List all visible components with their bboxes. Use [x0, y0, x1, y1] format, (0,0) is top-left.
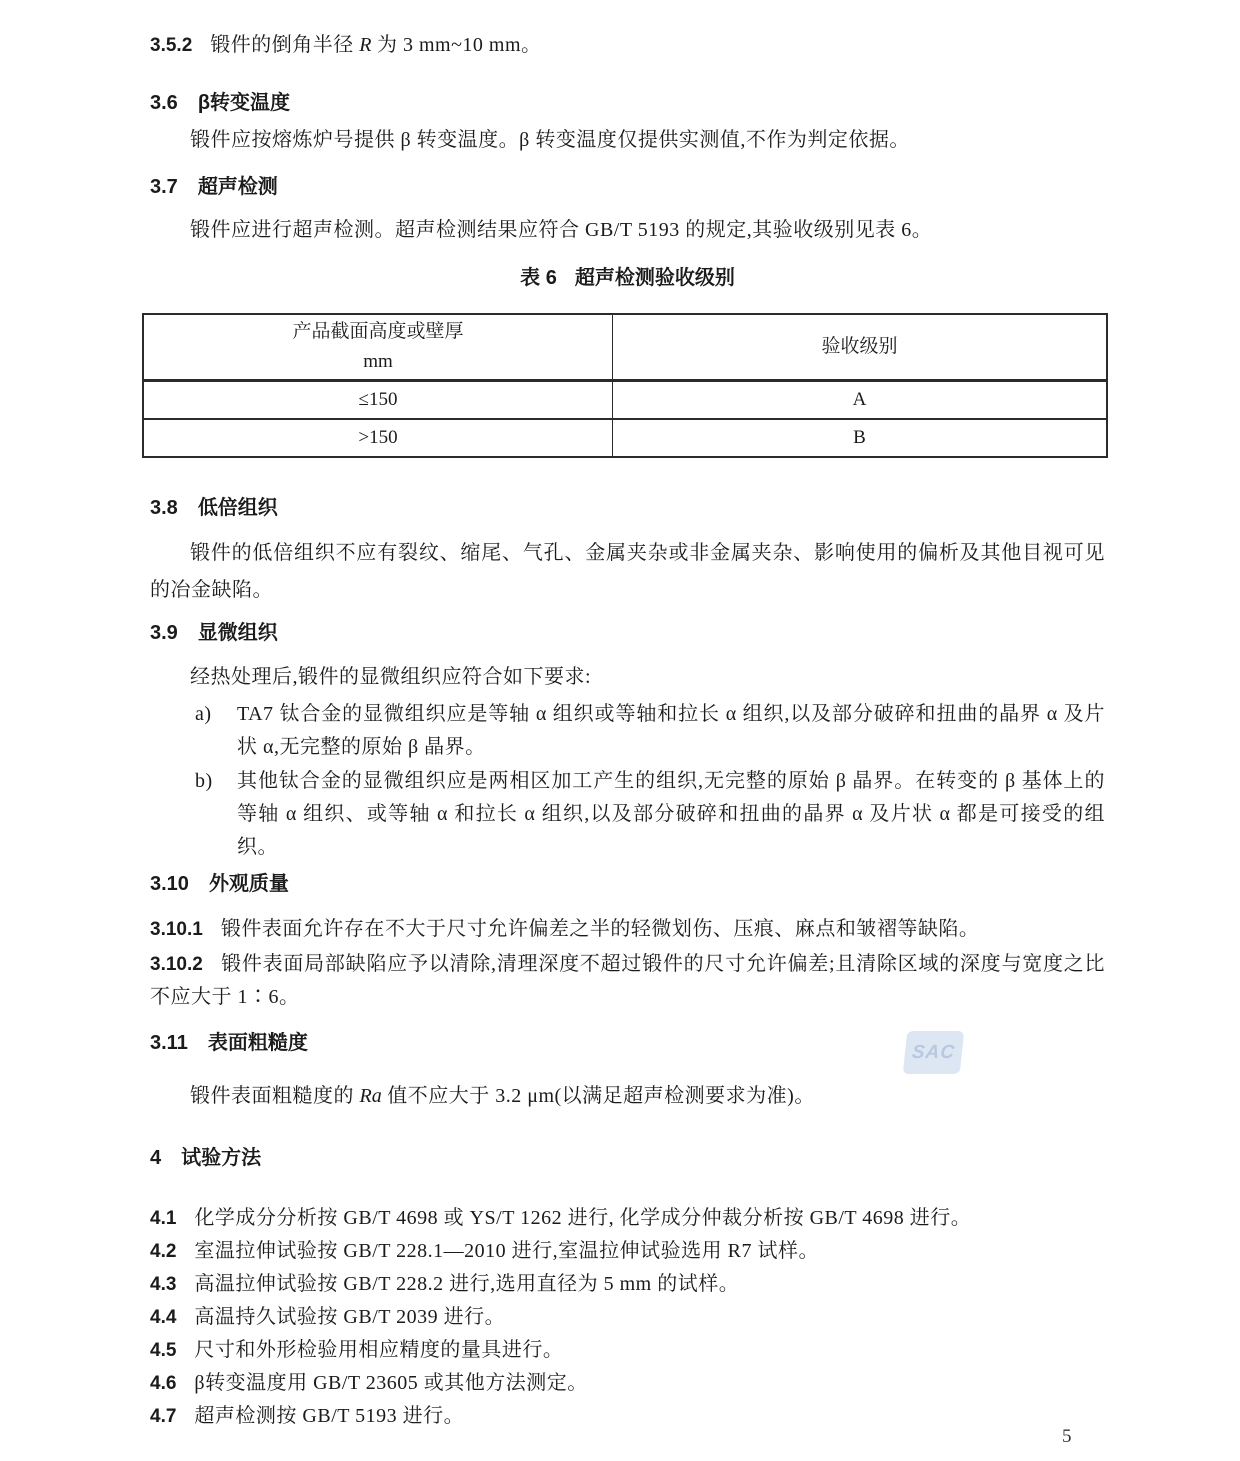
clause-text: 锻件表面允许存在不大于尺寸允许偏差之半的轻微划伤、压痕、麻点和皱褶等缺陷。 [220, 918, 980, 940]
column-header-acceptance-grade: 验收级别 [613, 314, 1108, 381]
clause-text: 超声检测按 GB/T 5193 进行。 [194, 1405, 465, 1427]
clause-number: 4.7 [150, 1406, 177, 1427]
table-6-caption [150, 264, 1105, 292]
variable-Ra: Ra [359, 1085, 382, 1107]
paragraph-3-8: 锻件的低倍组织不应有裂纹、缩尾、气孔、金属夹杂或非金属夹杂、影响使用的偏析及其他目视可见的冶金缺陷。 [150, 542, 1105, 601]
table-row [143, 419, 1107, 457]
clause-3-10-1 [150, 913, 1105, 946]
clause-4-2 [150, 1235, 1105, 1268]
column-header-unit: mm [363, 351, 393, 372]
paragraph-3-7: 锻件应进行超声检测。超声检测结果应符合 GB/T 5193 的规定,其验收级别见表 6。 [190, 219, 933, 241]
clause-number: 4.2 [150, 1241, 177, 1262]
list-item-b [150, 765, 1105, 864]
clause-number: 4.1 [150, 1208, 177, 1229]
column-header-section-height [143, 314, 613, 381]
clause-text: β转变温度用 GB/T 23605 或其他方法测定。 [194, 1372, 588, 1394]
heading-title: β转变温度 [197, 92, 291, 114]
variable-R: R [359, 34, 372, 56]
clause-text: 值不应大于 3.2 μm(以满足超声检测要求为准)。 [381, 1085, 815, 1107]
cell-grade: A [613, 381, 1108, 420]
cell-grade: B [613, 419, 1108, 457]
clause-number: 4.6 [150, 1373, 177, 1394]
column-header-text: 产品截面高度或壁厚 [292, 321, 464, 342]
clause-number: 3.10.2 [150, 954, 203, 975]
paragraph-3-6: 锻件应按熔炼炉号提供 β 转变温度。β 转变温度仅提供实测值,不作为判定依据。 [190, 129, 910, 151]
list-item-a [150, 698, 1105, 764]
heading-title: 试验方法 [181, 1147, 262, 1169]
heading-number: 3.7 [150, 176, 178, 198]
clause-4-6 [150, 1367, 1105, 1400]
clause-text: 尺寸和外形检验用相应精度的量具进行。 [194, 1339, 564, 1361]
clause-3-10-2 [150, 948, 1105, 1014]
clause-number: 4.3 [150, 1274, 177, 1295]
clause-number: 4.4 [150, 1307, 177, 1328]
heading-title: 低倍组织 [197, 497, 278, 519]
clause-4-3 [150, 1268, 1105, 1301]
clause-4-4 [150, 1301, 1105, 1334]
heading-3-7 [150, 173, 1105, 201]
table-6 [142, 313, 1108, 458]
sac-watermark-logo: SAC [903, 1031, 965, 1074]
list-marker: b) [195, 770, 213, 792]
heading-number: 3.11 [150, 1032, 188, 1054]
clause-3-5-2 [150, 29, 1105, 62]
heading-number: 4 [150, 1147, 162, 1169]
clause-text: 化学成分分析按 GB/T 4698 或 YS/T 1262 进行, 化学成分仲裁分析按 GB/T 4698 进行。 [194, 1207, 972, 1229]
clause-text: 室温拉伸试验按 GB/T 228.1—2010 进行,室温拉伸试验选用 R7 试样。 [194, 1240, 819, 1262]
table-title: 超声检测验收级别 [574, 267, 735, 289]
heading-number: 3.6 [150, 92, 178, 114]
list-item-text: 其他钛合金的显微组织应是两相区加工产生的组织,无完整的原始 β 晶界。在转变的 β 基体上的等轴 α 组织、或等轴 α 和拉长 α 组织,以及部分破碎和扭曲的晶界 α 及片状 α 都是可接受的组织。 [237, 770, 1105, 858]
heading-title: 超声检测 [197, 176, 278, 198]
paragraph-3-9-intro: 经热处理后,锻件的显微组织应符合如下要求: [190, 666, 592, 688]
cell-range: >150 [143, 419, 613, 457]
heading-number: 3.9 [150, 622, 178, 644]
table-row [143, 381, 1107, 420]
heading-4 [150, 1144, 1105, 1172]
paragraph-3-11 [150, 1080, 1105, 1113]
clause-text: 为 3 mm~10 mm。 [371, 34, 542, 56]
page-number: 5 [1062, 1426, 1072, 1447]
clause-4-1 [150, 1202, 1105, 1235]
clause-4-7 [150, 1400, 1105, 1433]
list-item-text: TA7 钛合金的显微组织应是等轴 α 组织或等轴和拉长 α 组织,以及部分破碎和扭曲的晶界 α 及片状 α,无完整的原始 β 晶界。 [237, 703, 1105, 758]
clause-text: 锻件的倒角半径 [210, 34, 360, 56]
cell-range: ≤150 [143, 381, 613, 420]
clause-text: 高温拉伸试验按 GB/T 228.2 进行,选用直径为 5 mm 的试样。 [194, 1273, 740, 1295]
heading-number: 3.8 [150, 497, 178, 519]
heading-3-10 [150, 870, 1105, 898]
heading-3-6 [150, 89, 1105, 117]
heading-number: 3.10 [150, 873, 189, 895]
clause-number: 4.5 [150, 1340, 177, 1361]
heading-title: 表面粗糙度 [207, 1032, 308, 1054]
heading-title: 显微组织 [197, 622, 278, 644]
list-marker: a) [195, 703, 212, 725]
heading-3-8 [150, 494, 1105, 522]
clause-text: 锻件表面局部缺陷应予以清除,清理深度不超过锻件的尺寸允许偏差;且清除区域的深度与宽度之比不应大于 1∶6。 [150, 953, 1105, 1008]
clause-number: 3.10.1 [150, 919, 203, 940]
clause-text: 锻件表面粗糙度的 [190, 1085, 360, 1107]
clause-text: 高温持久试验按 GB/T 2039 进行。 [194, 1306, 506, 1328]
clause-4-5 [150, 1334, 1105, 1367]
heading-title: 外观质量 [208, 873, 289, 895]
table-label: 表 6 [520, 267, 557, 289]
table-header-row [143, 314, 1107, 381]
heading-3-9 [150, 619, 1105, 647]
clause-number: 3.5.2 [150, 35, 193, 56]
